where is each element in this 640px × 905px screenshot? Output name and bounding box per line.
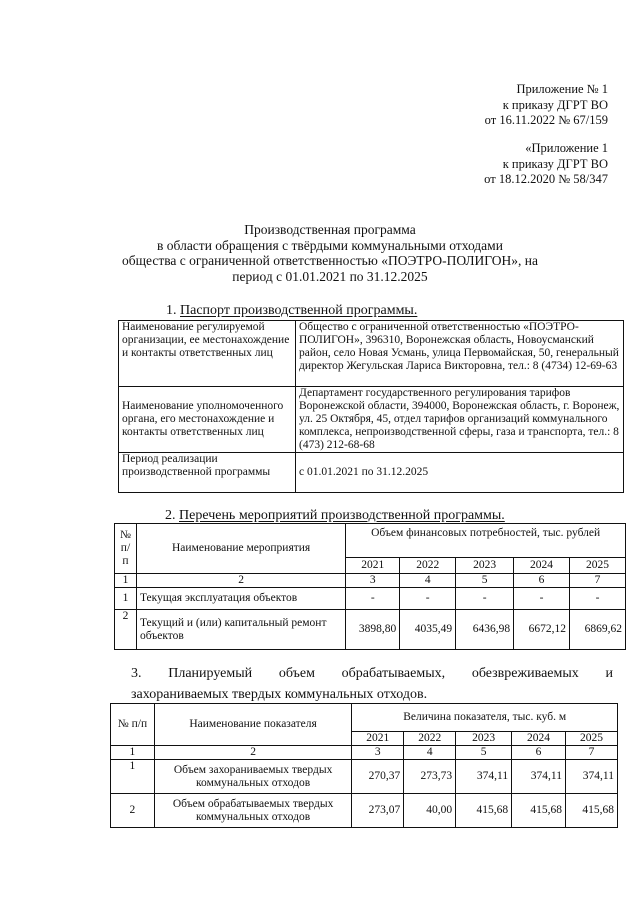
index-cell: 1 [115, 574, 137, 588]
col-header-number: № п/п [111, 704, 155, 746]
appendix-previous-line3: от 18.12.2020 № 58/347 [484, 172, 608, 186]
value-cell: 374,11 [566, 760, 618, 794]
indicator-name: Объем захораниваемых твердых коммунальных отходов [154, 760, 351, 794]
table-row [115, 588, 626, 610]
col-header-number: № п/ п [115, 524, 137, 574]
index-cell: 3 [346, 574, 400, 588]
passport-value: Департамент государственного регулирования тарифов Воронежской области, 394000, Воронежская область, г. Воронеж, ул. 25 Октября, 45, отдел тарифов организаций коммунального комплекса, непроизводственной сферы, газа и транспорта, тел.: 8 (473) 212-68-68 [296, 387, 624, 453]
index-cell: 4 [400, 574, 456, 588]
year-header: 2023 [456, 732, 512, 746]
table-header-row [115, 524, 626, 558]
col-header-indicator-value: Величина показателя, тыс. куб. м [352, 704, 618, 732]
index-cell: 6 [512, 746, 566, 760]
value-cell: 415,68 [566, 794, 618, 828]
year-header: 2022 [400, 558, 456, 574]
passport-table [118, 320, 624, 493]
year-header: 2024 [512, 732, 566, 746]
title-line3: общества с ограниченной ответственностью «ПОЭТРО-ПОЛИГОН», на [121, 253, 538, 268]
indicators-table [110, 703, 618, 828]
row-number: 2 [115, 610, 137, 650]
index-cell: 6 [514, 574, 570, 588]
value-cell: - [514, 588, 570, 610]
index-cell: 7 [570, 574, 626, 588]
value-cell: 6436,98 [456, 610, 514, 650]
section1-title: Паспорт производственной программы. [180, 303, 418, 318]
appendix-current-line3: от 16.11.2022 № 67/159 [484, 113, 608, 127]
section2-title: Перечень мероприятий производственной программы. [179, 508, 505, 523]
appendix-previous-line2: к приказу ДГРТ ВО [502, 156, 608, 171]
document-title [100, 222, 560, 284]
activity-name: Текущий и (или) капитальный ремонт объектов [136, 610, 345, 650]
passport-key: Наименование регулируемой организации, ее местонахождение и контакты ответственных лиц [119, 321, 296, 387]
index-cell: 4 [404, 746, 456, 760]
table-header-row [111, 704, 618, 732]
value-cell: - [570, 588, 626, 610]
value-cell: 6869,62 [570, 610, 626, 650]
value-cell: 415,68 [512, 794, 566, 828]
table-index-row [111, 746, 618, 760]
value-cell: - [400, 588, 456, 610]
passport-key: Наименование уполномоченного органа, его местонахождение и контакты ответственных лиц [119, 387, 296, 453]
section1-heading [166, 303, 417, 319]
row-number: 1 [111, 760, 155, 794]
year-header: 2021 [352, 732, 404, 746]
passport-value: с 01.01.2021 по 31.12.2025 [296, 453, 624, 493]
table-row [119, 387, 624, 453]
index-cell: 5 [456, 746, 512, 760]
passport-key: Период реализации производственной программы [119, 453, 296, 493]
activity-name: Текущая эксплуатация объектов [136, 588, 345, 610]
section3-heading-line1: 3. Планируемый объем обрабатываемых, обезвреживаемых и [131, 666, 613, 681]
value-cell: 6672,12 [514, 610, 570, 650]
year-header: 2023 [456, 558, 514, 574]
value-cell: 415,68 [456, 794, 512, 828]
title-line4: период с 01.01.2021 по 31.12.2025 [232, 268, 428, 284]
appendix-current-line2: к приказу ДГРТ ВО [502, 97, 608, 112]
index-cell: 2 [136, 574, 345, 588]
index-cell: 3 [352, 746, 404, 760]
year-header: 2022 [404, 732, 456, 746]
table-row [115, 610, 626, 650]
year-header: 2025 [570, 558, 626, 574]
value-cell: 3898,80 [346, 610, 400, 650]
table-row [111, 794, 618, 828]
table-row [119, 453, 624, 493]
activities-table [114, 523, 626, 650]
appendix-current-block [485, 82, 608, 129]
col-header-indicator-name: Наименование показателя [154, 704, 351, 746]
row-number: 1 [115, 588, 137, 610]
value-cell: 40,00 [404, 794, 456, 828]
year-header: 2024 [514, 558, 570, 574]
index-cell: 2 [154, 746, 351, 760]
table-index-row [115, 574, 626, 588]
table-row [119, 321, 624, 387]
index-cell: 1 [111, 746, 155, 760]
index-cell: 5 [456, 574, 514, 588]
section1-number: 1. [166, 303, 177, 318]
table-row [111, 760, 618, 794]
passport-value: Общество с ограниченной ответственностью «ПОЭТРО-ПОЛИГОН», 396310, Воронежская область, Новоусманский район, село Новая Усмань, улица Первомайская, 50, генеральный директор Жегульская Лариса Викторовна, тел.: 8 (4734) 12-69-63 [296, 321, 624, 387]
row-number: 2 [111, 794, 155, 828]
value-cell: 374,11 [512, 760, 566, 794]
index-cell: 7 [566, 746, 618, 760]
value-cell: 273,07 [352, 794, 404, 828]
indicator-name: Объем обрабатываемых твердых коммунальных отходов [154, 794, 351, 828]
col-header-activity-name: Наименование мероприятия [136, 524, 345, 574]
section3-heading [131, 663, 613, 705]
value-cell: 4035,49 [400, 610, 456, 650]
col-header-financial-needs: Объем финансовых потребностей, тыс. рублей [346, 524, 626, 558]
value-cell: 374,11 [456, 760, 512, 794]
value-cell: - [346, 588, 400, 610]
appendix-previous-line1: «Приложение 1 [525, 141, 608, 155]
year-header: 2021 [346, 558, 400, 574]
section3-heading-line2: захораниваемых твердых коммунальных отходов. [131, 687, 428, 702]
value-cell: 270,37 [352, 760, 404, 794]
title-line2: в области обращения с твёрдыми коммунальными отходами [157, 237, 503, 253]
appendix-previous-block [484, 141, 608, 188]
value-cell: 273,73 [404, 760, 456, 794]
appendix-current-line1: Приложение № 1 [516, 82, 608, 96]
year-header: 2025 [566, 732, 618, 746]
value-cell: - [456, 588, 514, 610]
section2-heading [165, 508, 505, 524]
section2-number: 2. [165, 508, 176, 523]
title-line1: Производственная программа [244, 222, 416, 237]
